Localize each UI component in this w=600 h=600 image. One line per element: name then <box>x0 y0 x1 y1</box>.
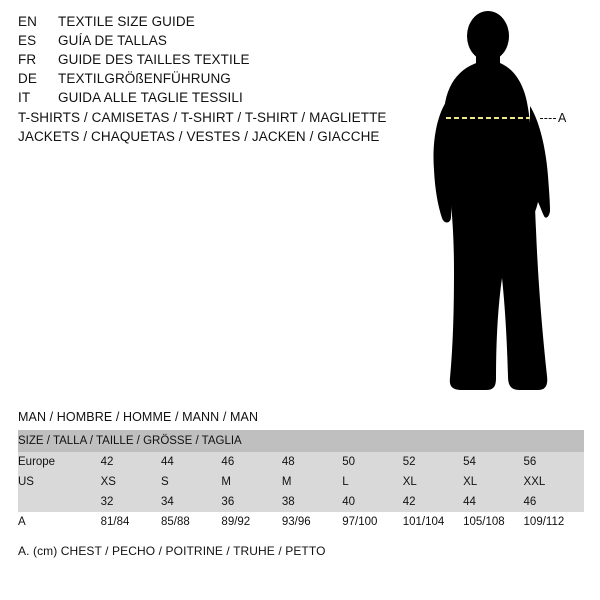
table-row <box>18 472 584 492</box>
table-row <box>18 512 584 532</box>
language-row <box>18 33 398 52</box>
cell: 34 <box>161 492 221 512</box>
category-line-tshirts: T-SHIRTS / CAMISETAS / T-SHIRT / T-SHIRT / MAGLIETTE <box>18 110 387 125</box>
cell: 48 <box>282 452 342 472</box>
measure-leader-line <box>540 118 556 119</box>
garment-category-list <box>18 110 418 148</box>
cell: M <box>221 472 281 492</box>
language-row <box>18 90 398 109</box>
cell: 40 <box>342 492 402 512</box>
cell: 89/92 <box>221 512 281 532</box>
cell: XXL <box>524 472 584 492</box>
cell: 38 <box>282 492 342 512</box>
cell: 36 <box>221 492 281 512</box>
cell: 101/104 <box>403 512 463 532</box>
table-header-label: SIZE / TALLA / TAILLE / GRÖSSE / TAGLIA <box>18 430 584 452</box>
language-code: IT <box>18 90 31 105</box>
cell: 85/88 <box>161 512 221 532</box>
cell: 56 <box>524 452 584 472</box>
cell: 50 <box>342 452 402 472</box>
row-label: US <box>18 472 101 492</box>
language-title: GUIDE DES TAILLES TEXTILE <box>58 52 250 67</box>
row-label <box>18 492 101 512</box>
measure-label-a: A <box>558 111 567 125</box>
language-title: GUIDA ALLE TAGLIE TESSILI <box>58 90 243 105</box>
language-code: ES <box>18 33 37 48</box>
language-code: EN <box>18 14 37 29</box>
language-title-list <box>18 14 398 109</box>
cell: 44 <box>161 452 221 472</box>
table-header-row <box>18 430 584 452</box>
cell: 109/112 <box>524 512 584 532</box>
size-table-section <box>18 410 584 558</box>
language-row <box>18 52 398 71</box>
cell: 54 <box>463 452 523 472</box>
language-title: TEXTILGRÖßENFÜHRUNG <box>58 71 231 86</box>
table-row <box>18 492 584 512</box>
language-row <box>18 71 398 90</box>
row-label: A <box>18 512 101 532</box>
cell: 97/100 <box>342 512 402 532</box>
cell: S <box>161 472 221 492</box>
gender-label: MAN / HOMBRE / HOMME / MANN / MAN <box>18 410 259 424</box>
table-footnote: A. (cm) CHEST / PECHO / POITRINE / TRUHE / PETTO <box>18 544 326 558</box>
cell: L <box>342 472 402 492</box>
language-code: DE <box>18 71 37 86</box>
cell: 52 <box>403 452 463 472</box>
language-row <box>18 14 398 33</box>
size-table <box>18 430 584 532</box>
cell: 32 <box>101 492 161 512</box>
cell: 81/84 <box>101 512 161 532</box>
table-row <box>18 452 584 472</box>
silhouette-svg <box>410 10 590 400</box>
cell: XL <box>403 472 463 492</box>
cell: 42 <box>101 452 161 472</box>
cell: XS <box>101 472 161 492</box>
cell: 44 <box>463 492 523 512</box>
cell: 105/108 <box>463 512 523 532</box>
category-line-jackets: JACKETS / CHAQUETAS / VESTES / JACKEN / GIACCHE <box>18 129 380 144</box>
cell: 42 <box>403 492 463 512</box>
male-silhouette-figure <box>410 10 590 400</box>
cell: M <box>282 472 342 492</box>
row-label: Europe <box>18 452 101 472</box>
cell: 93/96 <box>282 512 342 532</box>
cell: 46 <box>221 452 281 472</box>
language-code: FR <box>18 52 37 67</box>
cell: XL <box>463 472 523 492</box>
language-title: TEXTILE SIZE GUIDE <box>58 14 195 29</box>
cell: 46 <box>524 492 584 512</box>
language-title: GUÍA DE TALLAS <box>58 33 167 48</box>
